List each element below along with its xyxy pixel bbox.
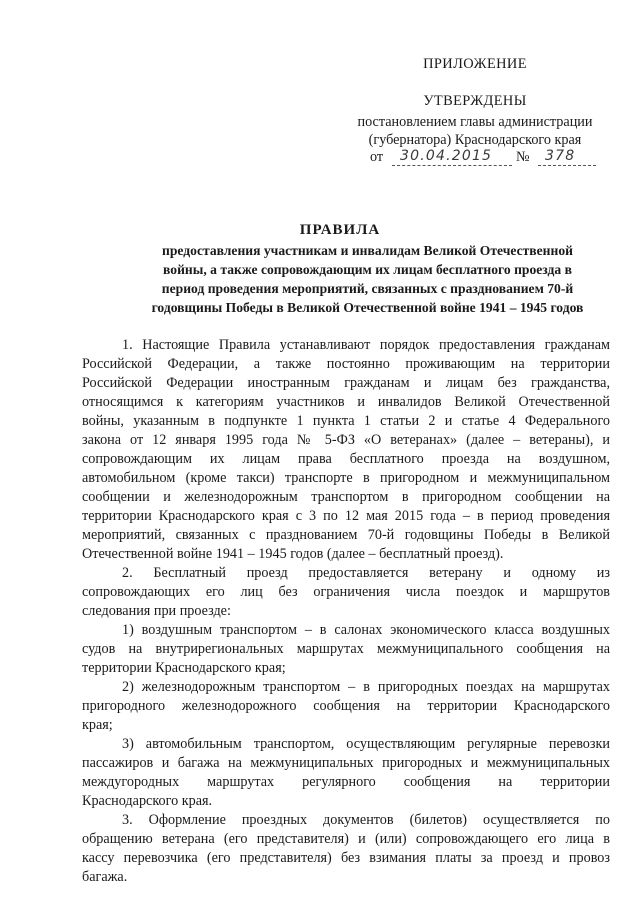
body-line: Российской Федерации, а также постоянно проживающим на территории bbox=[82, 356, 610, 372]
body-line: пассажиров и багажа на межмуниципальных пригородных и межмуниципальных bbox=[82, 755, 610, 771]
body-line: Отечественной войне 1941 – 1945 годов (далее – бесплатный проезд). bbox=[82, 546, 504, 562]
body-line: автомобильном (кроме такси) транспорте в пригородном и межмуниципальном bbox=[82, 470, 610, 486]
appendix-label: ПРИЛОЖЕНИЕ bbox=[423, 56, 527, 72]
body-line: междугородных маршрутах регулярного сообщения на территории bbox=[82, 774, 610, 790]
subtitle-line: годовщины Победы в Великой Отечественной войне 1941 – 1945 годов bbox=[151, 300, 584, 315]
body-line: сопровождающим их лицам права бесплатного проезда на воздушном, bbox=[82, 451, 610, 467]
decree-line-2: (губернатора) Краснодарского края bbox=[368, 132, 582, 148]
body-line: мероприятий, связанных с празднованием 70-й годовщины Победы в Великой bbox=[82, 527, 610, 543]
handwritten-number: 378 bbox=[545, 148, 576, 164]
body-line: сообщении и железнодорожным транспортом в пригородном сообщении на bbox=[82, 489, 610, 505]
body-line: 1. Настоящие Правила устанавливают порядок предоставления гражданам bbox=[122, 337, 610, 353]
document-title: ПРАВИЛА bbox=[299, 222, 381, 238]
body-line: закона от 12 января 1995 года № 5-ФЗ «О ветеранах» (далее – ветераны), и bbox=[82, 432, 610, 448]
body-line: Российской Федерации иностранным гражданам и лицам без гражданства, bbox=[82, 375, 610, 391]
body-line: обращению ветерана (его представителя) и (или) сопровождающего его лица в bbox=[82, 831, 610, 847]
body-line: судов на внутрирегиональных маршрутах межмуниципального сообщения на bbox=[82, 641, 610, 657]
date-prefix: от bbox=[370, 149, 384, 165]
body-line: края; bbox=[82, 717, 113, 733]
body-line: относящимся к категориям участников и инвалидов Великой Отечественной bbox=[82, 394, 610, 410]
body-line: сопровождающих его лиц без ограничения числа поездок и маршрутов bbox=[82, 584, 610, 600]
body-line: Краснодарского края. bbox=[82, 793, 213, 809]
body-line: кассу перевозчика (его представителя) без взимания платы за проезд и провоз bbox=[82, 850, 610, 866]
subtitle-line: войны, а также сопровождающим их лицам бесплатного проезда в bbox=[163, 262, 572, 277]
number-prefix: № bbox=[516, 149, 530, 165]
decree-line-1: постановлением главы администрации bbox=[357, 114, 593, 130]
body-line: 2) железнодорожным транспортом – в пригородных поездах на маршрутах bbox=[122, 679, 610, 695]
body-line: 2. Бесплатный проезд предоставляется ветерану и одному из bbox=[122, 565, 610, 581]
body-line: территории Краснодарского края; bbox=[82, 660, 286, 676]
body-line: 1) воздушным транспортом – в салонах экономического класса воздушных bbox=[122, 622, 610, 638]
handwritten-date: 30.04.2015 bbox=[400, 148, 493, 164]
approved-label: УТВЕРЖДЕНЫ bbox=[423, 93, 527, 109]
body-line: 3. Оформление проездных документов (билетов) осуществляется по bbox=[122, 812, 610, 828]
body-line: пригородного железнодорожного сообщения на территории Краснодарского bbox=[82, 698, 610, 714]
body-line: войны, указанным в подпункте 1 пункта 1 статьи 2 и статье 4 Федерального bbox=[82, 413, 610, 429]
body-line: следования при проезде: bbox=[82, 603, 231, 619]
subtitle-line: предоставления участникам и инвалидам Великой Отечественной bbox=[162, 243, 573, 258]
body-line: 3) автомобильным транспортом, осуществляющим регулярные перевозки bbox=[122, 736, 610, 752]
subtitle-line: период проведения мероприятий, связанных с празднованием 70-й bbox=[161, 281, 574, 296]
body-line: территории Краснодарского края с 3 по 12 мая 2015 года – в период проведения bbox=[82, 508, 610, 524]
body-line: багажа. bbox=[82, 869, 128, 885]
decree-date-line bbox=[370, 148, 630, 170]
